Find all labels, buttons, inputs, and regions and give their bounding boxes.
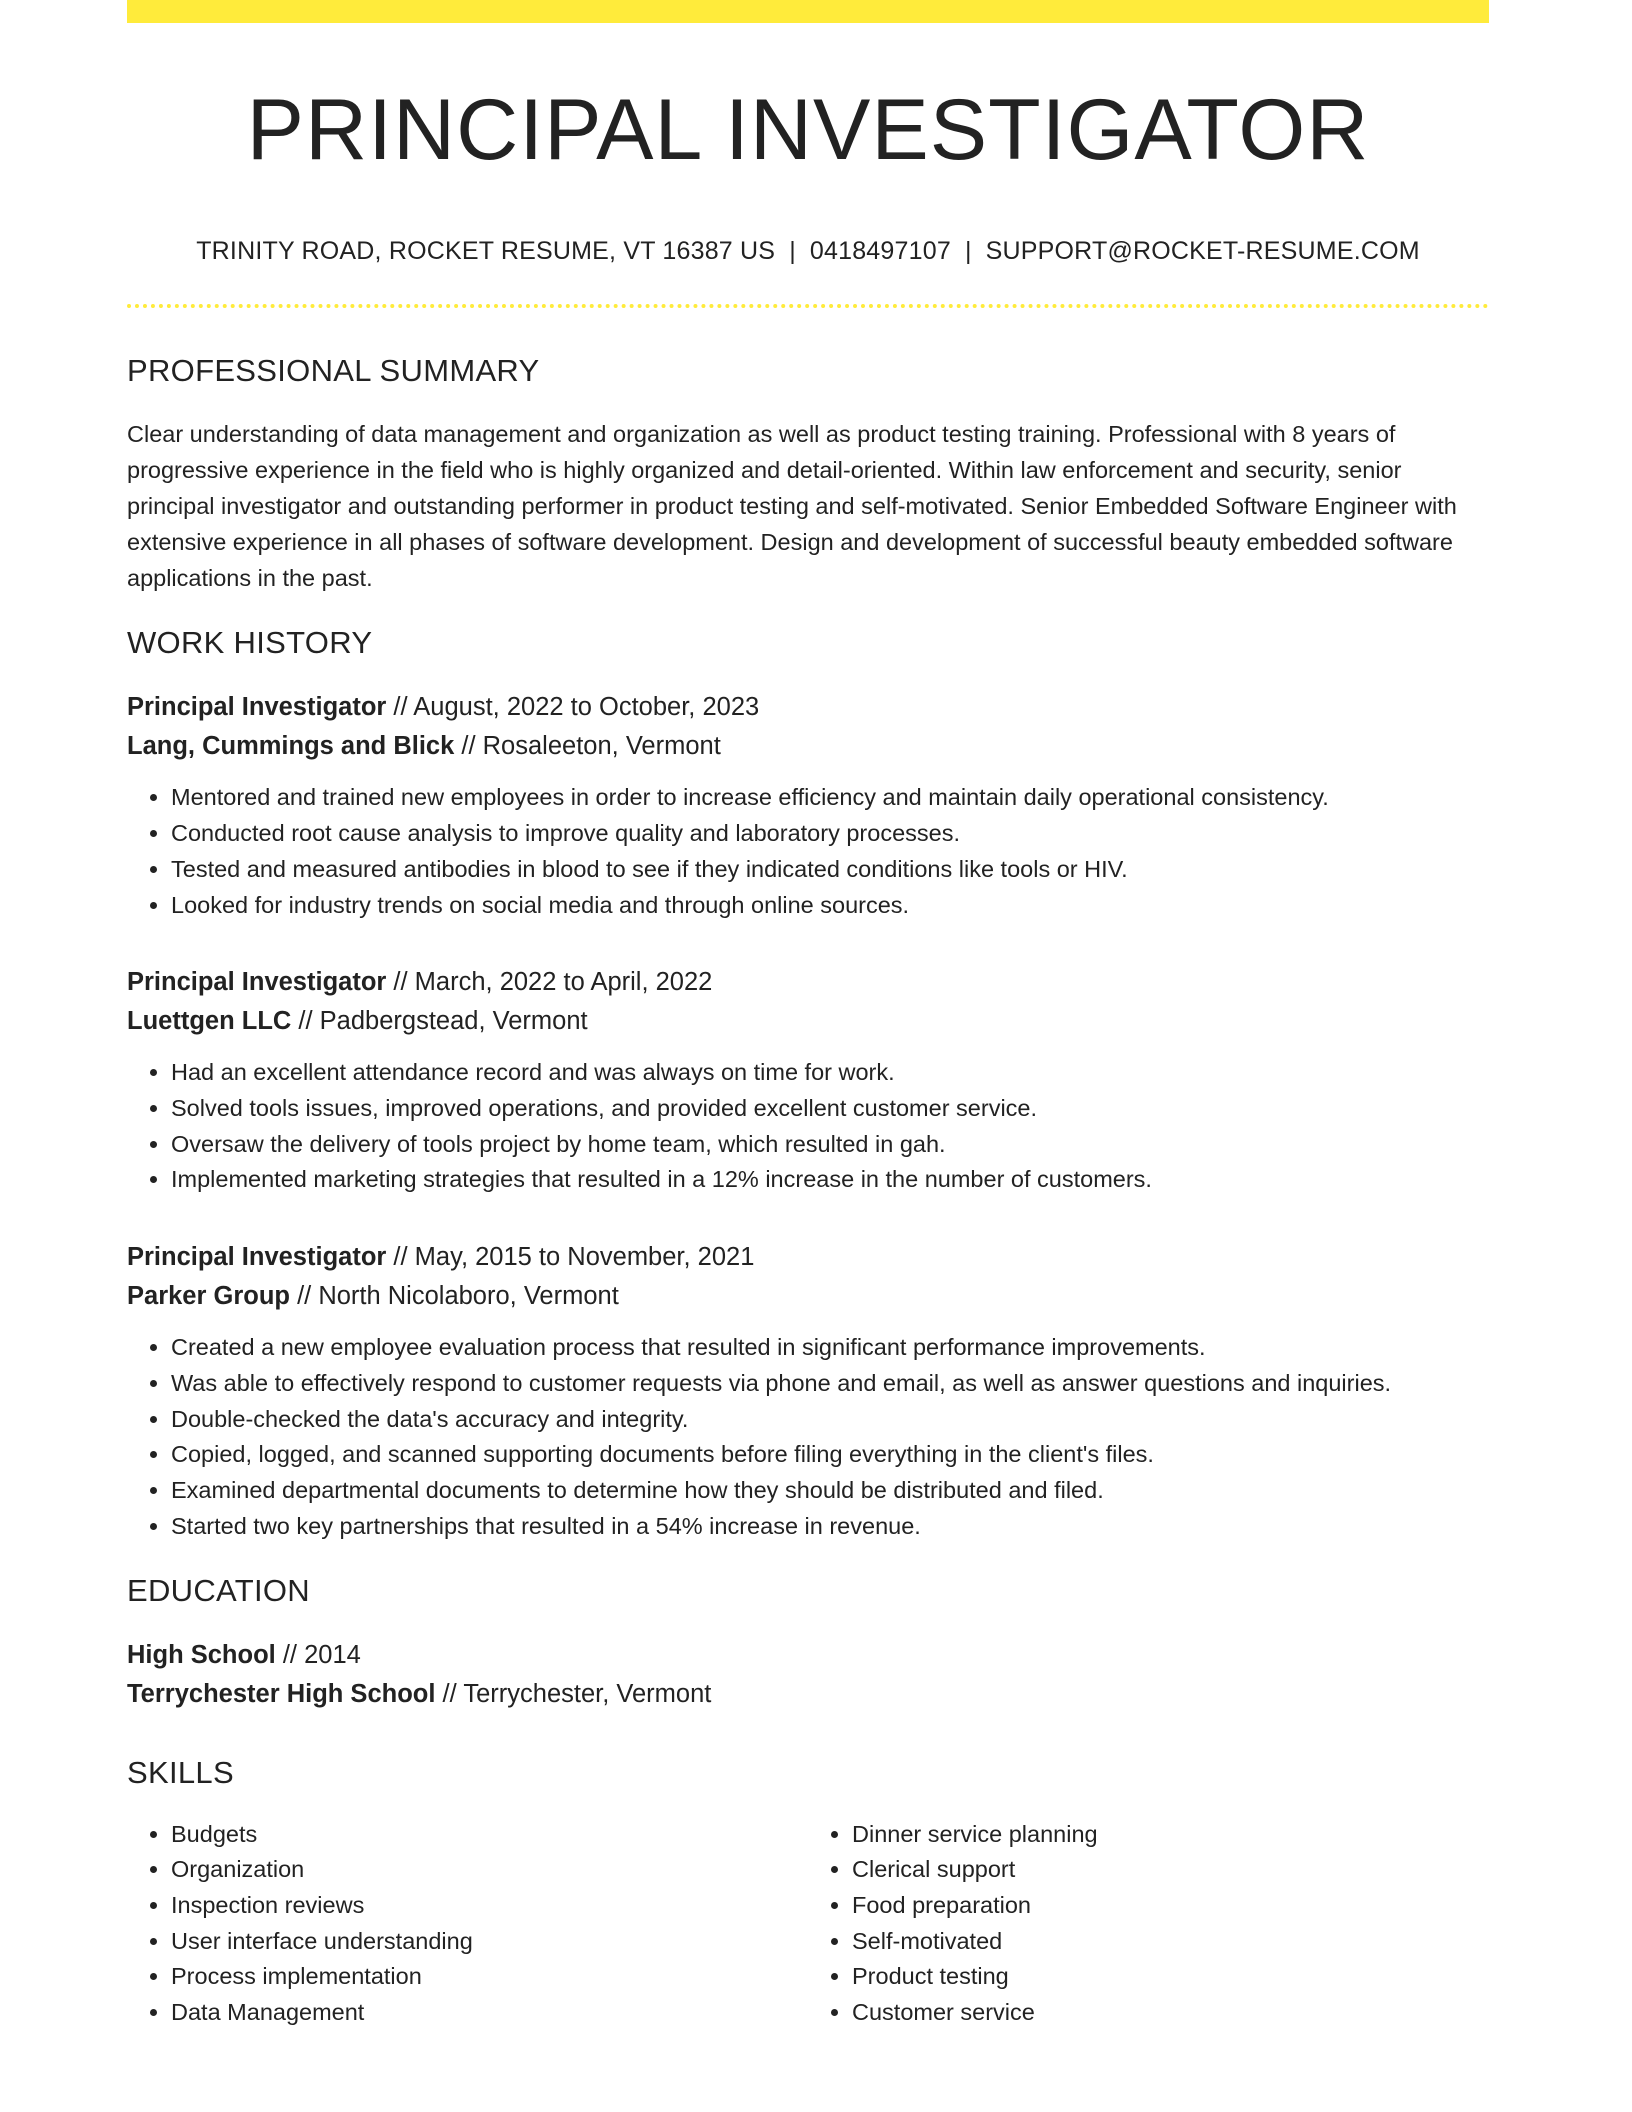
skills-list-right bbox=[808, 1817, 1489, 2031]
education-school: Terrychester High School bbox=[127, 1680, 436, 1709]
job-location: North Nicolaboro, Vermont bbox=[318, 1282, 619, 1311]
job-bullet-list bbox=[127, 1330, 1489, 1544]
job-bullet: • Tested and measured antibodies in blood to see if they indicated conditions like tools or HIV. bbox=[171, 852, 1489, 888]
job-role: Principal Investigator bbox=[127, 1243, 387, 1272]
section-title-skills: SKILLS bbox=[127, 1755, 234, 1791]
skills-list-left bbox=[127, 1817, 808, 2031]
job-dates: March, 2022 to April, 2022 bbox=[414, 968, 713, 997]
education-location: Terrychester, Vermont bbox=[463, 1680, 712, 1709]
education-degree-line bbox=[127, 1636, 1489, 1675]
skill-item: • Product testing bbox=[852, 1959, 1489, 1995]
job-bullet: • Oversaw the delivery of tools project by home team, which resulted in gah. bbox=[171, 1127, 1489, 1163]
skill-item: • User interface understanding bbox=[171, 1924, 808, 1960]
skill-item: • Process implementation bbox=[171, 1959, 808, 1995]
job-dates: August, 2022 to October, 2023 bbox=[413, 693, 760, 722]
contact-address: TRINITY ROAD, ROCKET RESUME, VT 16387 US bbox=[196, 237, 776, 266]
job-company-line bbox=[127, 1002, 1489, 1041]
contact-email: SUPPORT@ROCKET-RESUME.COM bbox=[985, 237, 1420, 266]
job-role-line bbox=[127, 688, 1489, 727]
job-company: Parker Group bbox=[127, 1282, 290, 1311]
skill-item: • Customer service bbox=[852, 1995, 1489, 2031]
field-separator: // bbox=[289, 1282, 319, 1311]
job-bullet: • Solved tools issues, improved operations, and provided excellent customer service. bbox=[171, 1091, 1489, 1127]
education-school-line bbox=[127, 1675, 1489, 1714]
job-bullet: • Had an excellent attendance record and was always on time for work. bbox=[171, 1055, 1489, 1091]
job-company-line bbox=[127, 727, 1489, 766]
skill-item: • Clerical support bbox=[852, 1852, 1489, 1888]
job-bullet: • Mentored and trained new employees in order to increase efficiency and maintain daily operational consistency. bbox=[171, 780, 1489, 816]
job-bullet: • Double-checked the data's accuracy and integrity. bbox=[171, 1402, 1489, 1438]
section-title-education: EDUCATION bbox=[127, 1573, 310, 1609]
resume-page bbox=[127, 0, 1489, 2031]
contact-line bbox=[127, 237, 1489, 266]
field-separator: // bbox=[291, 1007, 320, 1036]
job-company-line bbox=[127, 1277, 1489, 1316]
section-title-summary: PROFESSIONAL SUMMARY bbox=[127, 353, 540, 389]
job-location: Rosaleeton, Vermont bbox=[482, 732, 721, 761]
job-bullet-list bbox=[127, 1055, 1489, 1198]
job-role: Principal Investigator bbox=[127, 968, 387, 997]
job-company: Lang, Cummings and Blick bbox=[127, 732, 455, 761]
skill-item: • Dinner service planning bbox=[852, 1817, 1489, 1853]
skill-item: • Self-motivated bbox=[852, 1924, 1489, 1960]
education-degree: High School bbox=[127, 1641, 276, 1670]
job-company: Luettgen LLC bbox=[127, 1007, 292, 1036]
contact-separator: | bbox=[964, 237, 972, 266]
field-separator: // bbox=[435, 1680, 464, 1709]
job-role-line bbox=[127, 1238, 1489, 1277]
job-bullet: • Implemented marketing strategies that resulted in a 12% increase in the number of customers. bbox=[171, 1162, 1489, 1198]
accent-top-bar bbox=[127, 0, 1489, 23]
skill-item: • Inspection reviews bbox=[171, 1888, 808, 1924]
candidate-title: PRINCIPAL INVESTIGATOR bbox=[246, 82, 1370, 178]
education-entry bbox=[127, 1636, 1489, 1714]
job-bullet: • Was able to effectively respond to customer requests via phone and email, as well as answer questions and inquiries. bbox=[171, 1366, 1489, 1402]
dotted-divider bbox=[127, 304, 1489, 308]
skill-item: • Budgets bbox=[171, 1817, 808, 1853]
job-bullet: • Examined departmental documents to determine how they should be distributed and filed. bbox=[171, 1473, 1489, 1509]
contact-phone: 0418497107 bbox=[809, 237, 951, 266]
job-bullet: • Copied, logged, and scanned supporting documents before filing everything in the client's files. bbox=[171, 1437, 1489, 1473]
field-separator: // bbox=[454, 732, 483, 761]
skill-item: • Food preparation bbox=[852, 1888, 1489, 1924]
work-history-list bbox=[127, 688, 1489, 1544]
job-bullet: • Created a new employee evaluation process that resulted in significant performance improvements. bbox=[171, 1330, 1489, 1366]
job-bullet: • Conducted root cause analysis to improve quality and laboratory processes. bbox=[171, 816, 1489, 852]
job-entry bbox=[127, 963, 1489, 1198]
field-separator: // bbox=[386, 1243, 415, 1272]
contact-separator: | bbox=[789, 237, 796, 266]
field-separator: // bbox=[386, 968, 415, 997]
job-bullet: • Looked for industry trends on social media and through online sources. bbox=[171, 888, 1489, 924]
job-entry bbox=[127, 1238, 1489, 1544]
job-role: Principal Investigator bbox=[127, 693, 387, 722]
section-title-work-history: WORK HISTORY bbox=[127, 625, 373, 661]
job-location: Padbergstead, Vermont bbox=[319, 1007, 588, 1036]
job-entry bbox=[127, 688, 1489, 923]
job-bullet-list bbox=[127, 780, 1489, 923]
job-bullet: • Started two key partnerships that resulted in a 54% increase in revenue. bbox=[171, 1509, 1489, 1545]
summary-text: Clear understanding of data management and organization as well as product testing training. Professional with 8 years of progressive experience in the field who is highly organized and detail-oriented. Within law enforcement and security, senior principal investigator and outstanding performer in product testing and self-motivated. Senior Embedded Software Engineer with extensive experience in all phases of software development. Design and development of successful beauty embedded software applications in the past. bbox=[127, 421, 1457, 592]
job-dates: May, 2015 to November, 2021 bbox=[414, 1243, 755, 1272]
education-year: 2014 bbox=[304, 1641, 361, 1670]
skills-columns bbox=[127, 1817, 1489, 2031]
skill-item: • Organization bbox=[171, 1852, 808, 1888]
skill-item: • Data Management bbox=[171, 1995, 808, 2031]
job-role-line bbox=[127, 963, 1489, 1002]
field-separator: // bbox=[386, 693, 414, 722]
field-separator: // bbox=[275, 1641, 305, 1670]
